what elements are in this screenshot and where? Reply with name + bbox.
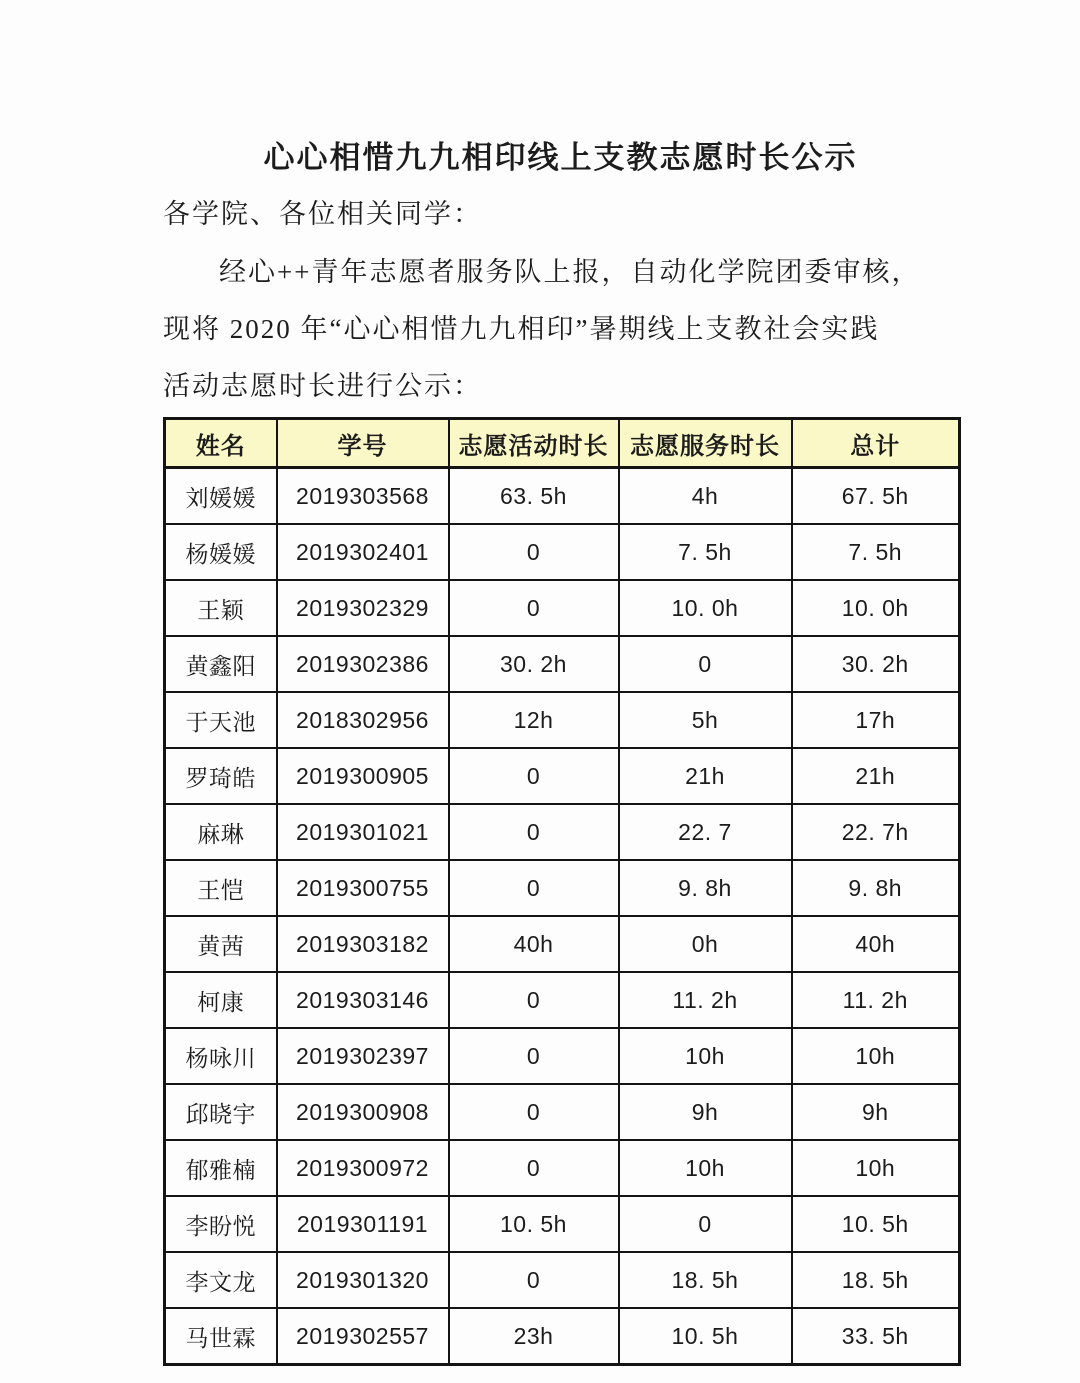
cell-student-id: 2019301021 [277, 804, 449, 860]
cell-student-id: 2019302386 [277, 636, 449, 692]
page-title: 心心相惜九九相印线上支教志愿时长公示 [263, 140, 858, 175]
cell-student-id: 2019300908 [277, 1084, 449, 1140]
table-row [165, 916, 960, 972]
cell-name: 柯康 [165, 972, 277, 1028]
table-row [165, 692, 960, 748]
cell-total: 10. 5h [792, 1196, 960, 1252]
volunteer-hours-table [163, 417, 961, 1366]
cell-activity-hours: 0 [449, 804, 619, 860]
cell-total: 30. 2h [792, 636, 960, 692]
cell-activity-hours: 0 [449, 580, 619, 636]
cell-total: 9. 8h [792, 860, 960, 916]
header-cell-service-hours: 志愿服务时长 [619, 419, 792, 468]
cell-name: 王恺 [165, 860, 277, 916]
cell-activity-hours: 30. 2h [449, 636, 619, 692]
cell-name: 王颖 [165, 580, 277, 636]
cell-student-id: 2019302397 [277, 1028, 449, 1084]
cell-total: 18. 5h [792, 1252, 960, 1308]
cell-total: 40h [792, 916, 960, 972]
cell-student-id: 2019303146 [277, 972, 449, 1028]
table-row [165, 524, 960, 580]
header-cell-student-id: 学号 [277, 419, 449, 468]
cell-name: 郁雅楠 [165, 1140, 277, 1196]
cell-activity-hours: 10. 5h [449, 1196, 619, 1252]
table-row [165, 972, 960, 1028]
cell-activity-hours: 63. 5h [449, 468, 619, 525]
cell-name: 麻琳 [165, 804, 277, 860]
cell-student-id: 2019301320 [277, 1252, 449, 1308]
cell-student-id: 2018302956 [277, 692, 449, 748]
cell-activity-hours: 0 [449, 972, 619, 1028]
cell-student-id: 2019300755 [277, 860, 449, 916]
body-paragraph-line: 活动志愿时长进行公示： [163, 371, 482, 401]
cell-student-id: 2019301191 [277, 1196, 449, 1252]
cell-total: 10h [792, 1140, 960, 1196]
cell-activity-hours: 23h [449, 1308, 619, 1365]
cell-name: 杨咏川 [165, 1028, 277, 1084]
cell-total: 17h [792, 692, 960, 748]
cell-total: 22. 7h [792, 804, 960, 860]
cell-service-hours: 0 [619, 636, 792, 692]
table-row [165, 1196, 960, 1252]
cell-name: 罗琦皓 [165, 748, 277, 804]
table-row [165, 580, 960, 636]
cell-name: 邱晓宇 [165, 1084, 277, 1140]
cell-student-id: 2019300905 [277, 748, 449, 804]
table-row [165, 1084, 960, 1140]
cell-name: 刘媛媛 [165, 468, 277, 525]
cell-activity-hours: 40h [449, 916, 619, 972]
table-row [165, 468, 960, 525]
cell-name: 李盼悦 [165, 1196, 277, 1252]
header-cell-total: 总计 [792, 419, 960, 468]
cell-student-id: 2019300972 [277, 1140, 449, 1196]
cell-activity-hours: 0 [449, 860, 619, 916]
cell-service-hours: 21h [619, 748, 792, 804]
cell-name: 马世霖 [165, 1308, 277, 1365]
cell-total: 9h [792, 1084, 960, 1140]
cell-service-hours: 18. 5h [619, 1252, 792, 1308]
cell-total: 33. 5h [792, 1308, 960, 1365]
body-paragraph [163, 244, 963, 415]
table-row [165, 1308, 960, 1365]
cell-student-id: 2019302557 [277, 1308, 449, 1365]
cell-activity-hours: 0 [449, 748, 619, 804]
cell-activity-hours: 12h [449, 692, 619, 748]
table-header [165, 419, 960, 468]
table-body [165, 468, 960, 1365]
greeting-line: 各学院、各位相关同学： [163, 199, 482, 229]
cell-name: 黄鑫阳 [165, 636, 277, 692]
cell-service-hours: 11. 2h [619, 972, 792, 1028]
cell-service-hours: 10. 0h [619, 580, 792, 636]
header-cell-activity-hours: 志愿活动时长 [449, 419, 619, 468]
table-row [165, 1028, 960, 1084]
cell-total: 67. 5h [792, 468, 960, 525]
cell-total: 21h [792, 748, 960, 804]
cell-total: 10. 0h [792, 580, 960, 636]
cell-service-hours: 10. 5h [619, 1308, 792, 1365]
cell-student-id: 2019303568 [277, 468, 449, 525]
cell-activity-hours: 0 [449, 1028, 619, 1084]
table-row [165, 860, 960, 916]
body-paragraph-line: 经心++青年志愿者服务队上报，自动化学院团委审核， [219, 257, 921, 287]
cell-student-id: 2019302329 [277, 580, 449, 636]
cell-service-hours: 5h [619, 692, 792, 748]
cell-service-hours: 22. 7 [619, 804, 792, 860]
cell-total: 10h [792, 1028, 960, 1084]
cell-service-hours: 10h [619, 1028, 792, 1084]
cell-activity-hours: 0 [449, 1252, 619, 1308]
table-row [165, 1140, 960, 1196]
cell-service-hours: 0 [619, 1196, 792, 1252]
table-row [165, 748, 960, 804]
cell-service-hours: 9h [619, 1084, 792, 1140]
cell-service-hours: 7. 5h [619, 524, 792, 580]
cell-total: 11. 2h [792, 972, 960, 1028]
cell-name: 杨媛媛 [165, 524, 277, 580]
cell-activity-hours: 0 [449, 1084, 619, 1140]
header-cell-name: 姓名 [165, 419, 277, 468]
cell-total: 7. 5h [792, 524, 960, 580]
cell-service-hours: 9. 8h [619, 860, 792, 916]
cell-activity-hours: 0 [449, 524, 619, 580]
cell-name: 李文龙 [165, 1252, 277, 1308]
cell-student-id: 2019302401 [277, 524, 449, 580]
table-row [165, 636, 960, 692]
cell-activity-hours: 0 [449, 1140, 619, 1196]
table-header-row [165, 419, 960, 468]
cell-name: 黄茜 [165, 916, 277, 972]
cell-service-hours: 4h [619, 468, 792, 525]
table-row [165, 804, 960, 860]
cell-service-hours: 10h [619, 1140, 792, 1196]
cell-service-hours: 0h [619, 916, 792, 972]
cell-name: 于天池 [165, 692, 277, 748]
body-paragraph-line: 现将 2020 年“心心相惜九九相印”暑期线上支教社会实践 [163, 314, 880, 344]
table-row [165, 1252, 960, 1308]
cell-student-id: 2019303182 [277, 916, 449, 972]
